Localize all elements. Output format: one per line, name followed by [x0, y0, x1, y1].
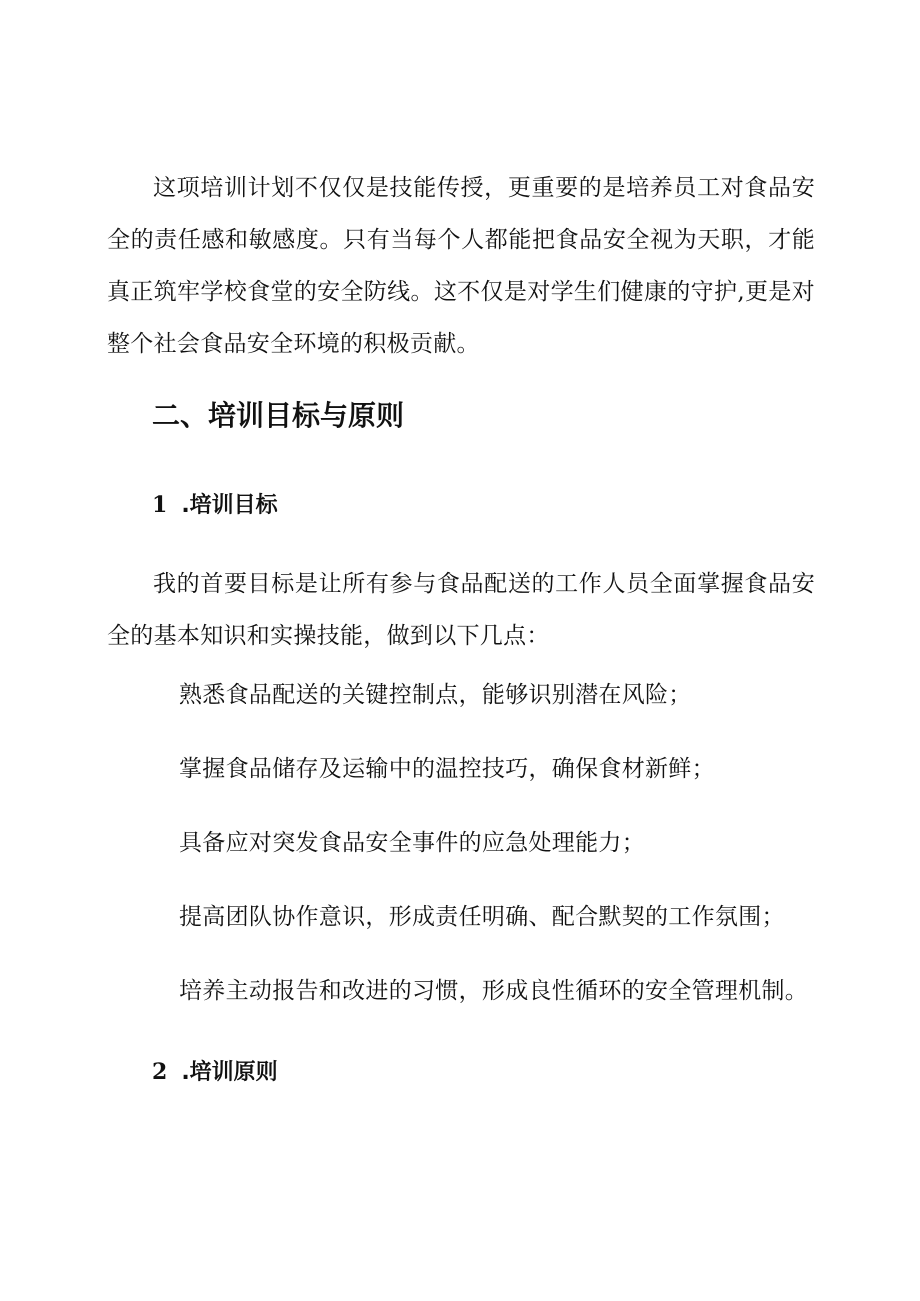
list-item: 掌握食品储存及运输中的温控技巧，确保食材新鲜； [179, 756, 715, 782]
section-heading-training-goals-principles: 二、培训目标与原则 [152, 399, 405, 432]
subheading-training-principles [152, 1052, 278, 1093]
goal-paragraph: 我的首要目标是让所有参与食品配送的工作人员全面掌握食品安全的基本知识和实操技能，做到以下几点： [107, 571, 815, 649]
subheading-number: 2 [152, 1059, 168, 1085]
list-item: 培养主动报告和改进的习惯，形成良性循环的安全管理机制。 [179, 978, 809, 1004]
subheading-number: 1 [152, 492, 168, 518]
subheading-title: .培训原则 [181, 1060, 278, 1085]
list-item: 熟悉食品配送的关键控制点，能够识别潜在风险； [179, 682, 692, 708]
subheading-title: .培训目标 [181, 493, 278, 518]
goal-list [179, 680, 839, 1050]
intro-paragraph: 这项培训计划不仅仅是技能传授，更重要的是培养员工对食品安全的责任感和敏感度。只有当每个人都能把食品安全视为天职，才能真正筑牢学校食堂的安全防线。这不仅是对学生们健康的守护,更是对整个社会食品安全环境的积极贡献。 [107, 175, 815, 357]
list-item: 提高团队协作意识，形成责任明确、配合默契的工作氛围； [179, 904, 785, 930]
subheading-training-goals [152, 485, 278, 526]
list-item: 具备应对突发食品安全事件的应急处理能力； [179, 830, 645, 856]
